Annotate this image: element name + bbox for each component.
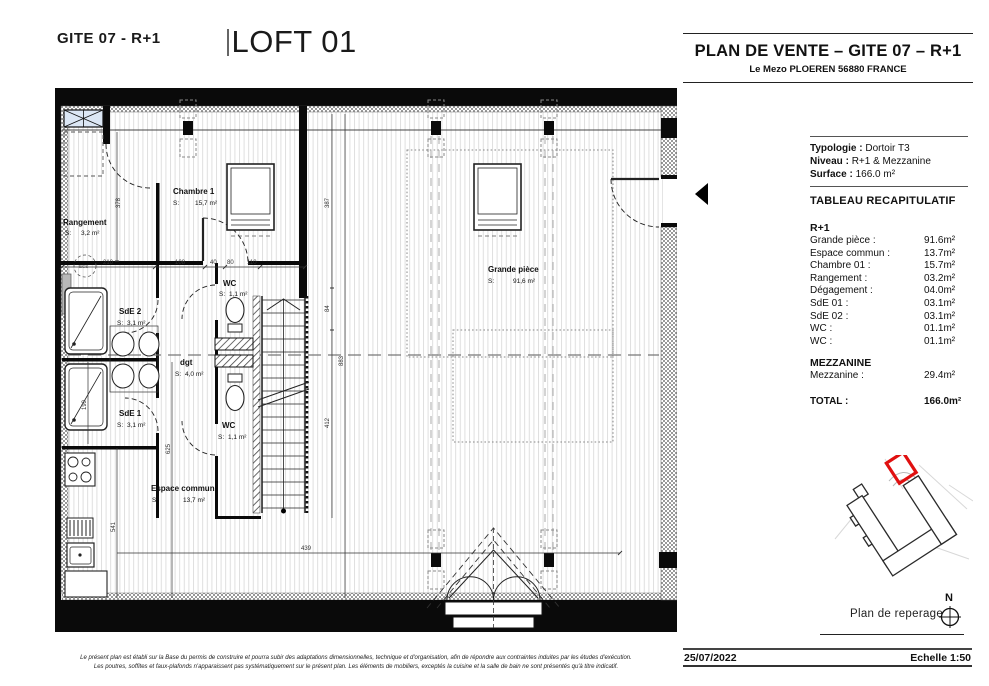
svg-text:4,0 m²: 4,0 m² <box>185 371 204 378</box>
svg-text:ECS: ECS <box>79 264 89 269</box>
svg-text:199: 199 <box>82 399 88 410</box>
svg-text:91,6 m²: 91,6 m² <box>513 278 536 285</box>
north-compass-icon <box>936 590 964 632</box>
svg-text:S:: S: <box>152 497 159 504</box>
svg-text:625: 625 <box>166 443 172 454</box>
room-label-wc1: WC <box>223 279 237 288</box>
room-label-dgt: dgt <box>180 358 193 367</box>
panel-subtitle: Le Mezo PLOEREN 56880 FRANCE <box>749 64 907 75</box>
disclaimer-line-1: Le présent plan est établi sur la Base du permis de construire et pourra subir des adaptations dimensionnelles, technique et d'organisation, afin de répondre aux contraintes induites par les études d'exécution. <box>80 655 632 661</box>
table-row: Dégagement : 04.0m² <box>810 285 956 297</box>
svg-text:84: 84 <box>325 305 331 312</box>
svg-text:883: 883 <box>339 355 345 366</box>
room-label-chambre1: Chambre 1 <box>173 187 215 196</box>
loft-title <box>227 24 357 60</box>
reperage-caption: Plan de reperage <box>850 608 944 620</box>
panel-title: PLAN DE VENTE – GITE 07 – R+1 <box>694 42 962 60</box>
room-label-grande-piece: Grande pièce <box>488 265 539 274</box>
scale: Echelle 1:50 <box>910 651 971 664</box>
meta-row-typologie: Typologie : Dortoir T3 <box>810 143 910 154</box>
svg-text:412: 412 <box>325 417 331 428</box>
location-minimap <box>833 455 973 587</box>
svg-text:13,7 m²: 13,7 m² <box>183 497 206 504</box>
svg-text:210: 210 <box>103 260 114 266</box>
floor-plan-drawing <box>55 88 677 640</box>
room-label-wc2: WC <box>222 421 236 430</box>
svg-text:15,7 m²: 15,7 m² <box>195 200 218 207</box>
section-mezzanine: MEZZANINE <box>810 357 872 370</box>
table-row: Espace commun : 13.7m² <box>810 247 956 259</box>
svg-text:S:: S: <box>65 230 72 237</box>
meta-row-surface: Surface : 166.0 m² <box>810 169 896 180</box>
disclaimer-line-2: Les poutres, soffites et faux-plafonds n'apparaissent pas systématiquement sur le présent plan. Les éléments de mobiliers, exceptés la cuisine et la salle de bain ne sont présentés qu'à titre indicatif. <box>93 663 619 670</box>
room-label-sde1: SdE 1 <box>119 409 142 418</box>
svg-text:S:: S: <box>117 320 124 327</box>
svg-text:1,1 m²: 1,1 m² <box>229 291 248 298</box>
panel-header <box>683 33 973 83</box>
title-divider-bar <box>227 29 229 56</box>
total-row: TOTAL : 166.0m² <box>810 395 962 407</box>
section-r1: R+1 <box>810 222 830 234</box>
svg-text:3,2 m²: 3,2 m² <box>81 230 100 237</box>
svg-text:3,1 m²: 3,1 m² <box>127 320 146 327</box>
svg-text:378: 378 <box>116 197 122 208</box>
room-label-rangement: Rangement <box>63 218 107 227</box>
svg-text:1,1 m²: 1,1 m² <box>228 434 247 441</box>
svg-text:S:: S: <box>219 291 226 298</box>
svg-text:N: N <box>945 592 953 604</box>
title-block-bar <box>683 648 972 667</box>
table-row: Grande pièce : 91.6m² <box>810 235 956 246</box>
gite-title: GITE 07 - R+1 <box>57 30 161 47</box>
room-label-sde2: SdE 2 <box>119 307 142 316</box>
disclaimer <box>40 654 672 671</box>
svg-text:110: 110 <box>247 260 257 266</box>
loft-title-text: LOFT 01 <box>231 24 357 59</box>
reperage-underline <box>820 634 964 635</box>
table-row: Mezzanine : 29.4m² <box>810 370 956 382</box>
svg-text:387: 387 <box>325 197 331 208</box>
date: 25/07/2022 <box>684 651 737 664</box>
svg-text:S:: S: <box>117 422 124 429</box>
table-row: WC : 01.1m² <box>810 335 956 347</box>
svg-text:3,1 m²: 3,1 m² <box>127 422 146 429</box>
svg-text:108: 108 <box>175 260 186 266</box>
table-row: Chambre 01 : 15.7m² <box>810 260 956 272</box>
svg-text:80: 80 <box>227 260 234 266</box>
svg-text:S:: S: <box>488 278 495 285</box>
svg-text:40: 40 <box>210 260 217 266</box>
svg-text:S:: S: <box>173 200 180 207</box>
svg-text:S:: S: <box>218 434 225 441</box>
table-title: TABLEAU RECAPITULATIF <box>810 195 956 207</box>
table-row: WC : 01.1m² <box>810 323 956 335</box>
table-row: SdE 02 : 03.1m² <box>810 310 956 322</box>
entrance-arrow-icon <box>695 183 708 205</box>
svg-text:S:: S: <box>175 371 182 378</box>
svg-text:439: 439 <box>301 546 312 552</box>
room-label-espace-commun: Espace commun <box>151 484 215 493</box>
summary-block <box>810 136 968 409</box>
meta-row-niveau: Niveau : R+1 & Mezzanine <box>810 156 931 167</box>
minimap-building <box>836 455 956 578</box>
unit-meta <box>810 136 968 187</box>
svg-text:541: 541 <box>111 521 117 532</box>
table-row: Rangement : 03.2m² <box>810 272 956 284</box>
table-row: SdE 01 : 03.1m² <box>810 297 956 309</box>
